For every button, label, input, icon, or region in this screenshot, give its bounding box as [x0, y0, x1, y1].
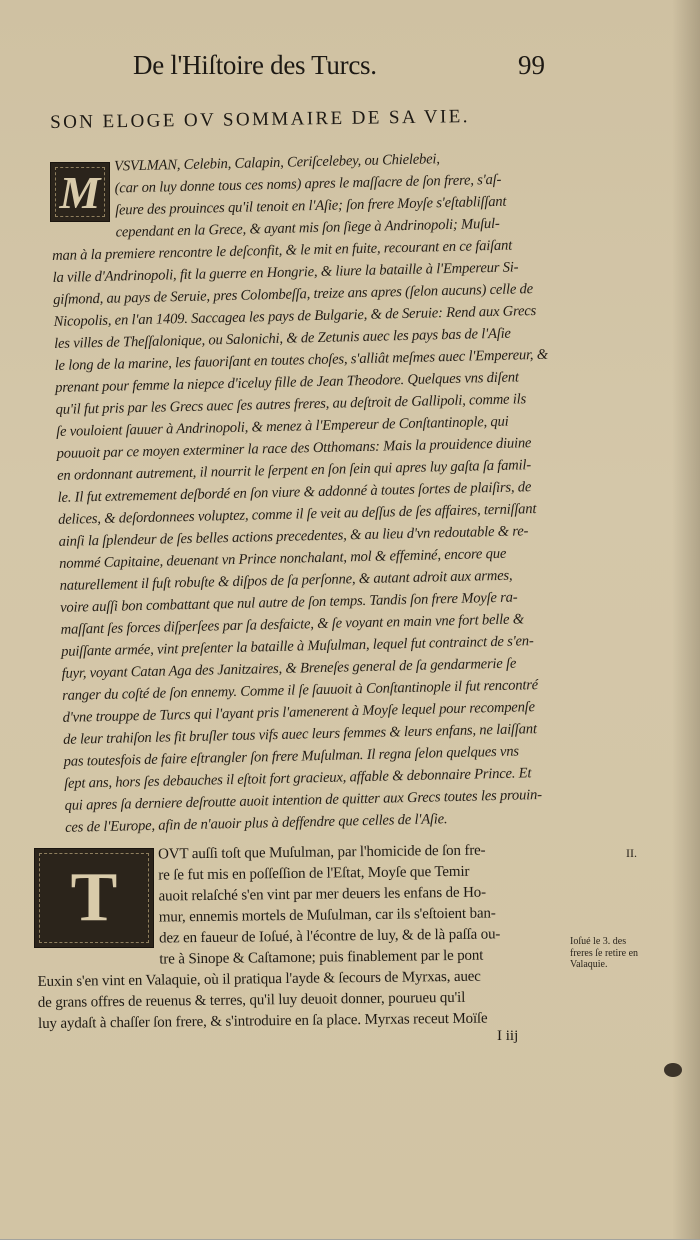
- text-line: auoit relaſché s'en vint par mer deuers les enfans de Ho-: [158, 884, 487, 905]
- text-line: pouuoit par ce moyen exterminer la race des Otthomans: Mais la prouidence diuine: [56, 435, 532, 462]
- text-line: ſeure des prouinces qu'il tenoit en l'Aſie; ſon frere Moyſe s'eſtabliſſant: [114, 193, 507, 219]
- text-line: luy aydaſt à chaſſer ſon frere, & s'introduire en ſa place. Myrxas receut Moïſe: [38, 1010, 488, 1033]
- text-line: le. Il fut extremement deſbordé en ſon viure & addonné à toutes ſortes de plaiſirs, de: [57, 479, 532, 506]
- ink-spot: [664, 1063, 682, 1077]
- text-line: de grans offres de reuenus & terres, qu'il luy deuoit donner, pourueu qu'il: [37, 989, 466, 1012]
- text-line: tre à Sinope & Caſtamone; puis finablement par le pont: [159, 947, 484, 968]
- text-line: Euxin s'en vint en Valaquie, où il pratiqua l'ayde & ſecours de Myrxas, auec: [37, 968, 481, 991]
- text-line: cependant en la Grece, & ayant mis ſon ſiege à Andrinopoli; Muſul-: [115, 215, 500, 241]
- text-line: naturellement il fuſt robuſte & diſpos de ſa perſonne, & autant adroit aux armes,: [59, 567, 513, 594]
- margin-section-number: II.: [626, 846, 637, 860]
- text-line: (car on luy donne tous ces noms) apres le maſſacre de ſon frere, s'aſ-: [114, 171, 502, 197]
- drop-cap-letter: T: [70, 859, 118, 936]
- text-line: prenant pour femme la niepce d'iceluy fille de Jean Theodore. Quelques vns diſent: [54, 369, 519, 396]
- text-line: maſſant ſes forces diſperſees par ſa desfaicte, & ſe voyant en main vne fort belle &: [60, 611, 525, 638]
- text-line: giſmond, au pays de Seruie, pres Colombeſſa, treize ans apres (ſelon aucuns) celle de: [52, 281, 534, 308]
- text-line: Nicopolis, en l'an 1409. Saccagea les pays de Bulgarie, & de Seruie: Rend aux Grecs: [53, 303, 537, 330]
- text-line: OVT auſſi toſt que Muſulman, par l'homicide de ſon fre-: [157, 842, 486, 863]
- text-line: le long de la marine, les fauoriſant en toutes choſes, s'alliât meſmes auec l'Empereur, &: [54, 346, 549, 374]
- drop-cap-letter: M: [59, 166, 101, 218]
- text-line: pas toutesfois de faire eſtrangler ſon frere Muſulman. Il regna ſelon quelques vns: [63, 743, 520, 770]
- section-heading: SON ELOGE OV SOMMAIRE DE SA VIE.: [50, 106, 470, 133]
- text-line: dez en faueur de Ioſué, à l'écontre de luy, & de là paſſa ou-: [158, 926, 501, 947]
- text-line: puiſſante armée, vint preſenter la bataille à Muſulman, lequel fut contrainct de s'en-: [60, 633, 534, 660]
- text-line: en ordonnant autrement, il nourrit le ſerpent en ſon ſein qui apres luy gaſta ſa famil-: [56, 457, 532, 484]
- margin-note: Ioſué le 3. des freres ſe retire en Valaquie.: [570, 936, 639, 970]
- text-line: delices, & deſordonnees voluptez, comme il ſe veit au deſſus de ſes affaires, terniſſant: [57, 501, 537, 528]
- text-line: d'vne trouppe de Turcs qui l'ayant pris l'amenerent à Moyſe lequel pour recompenſe: [62, 699, 536, 726]
- text-line: de leur trahiſon les fit bruſler tous vifs auec leurs femmes & leurs enfans, ne laiſſant: [62, 721, 537, 748]
- text-line: nommé Capitaine, deuenant vn Prince nonchalant, mol & effeminé, encore que: [58, 545, 507, 572]
- page-number: 99: [518, 50, 545, 80]
- signature-mark: I iij: [497, 1028, 519, 1044]
- text-line: re ſe fut mis en poſſeſſion de l'Eſtat, Moyſe que Temir: [158, 863, 470, 884]
- text-line: VSVLMAN, Celebin, Calapin, Ceriſcelebey, ou Chielebei,: [113, 151, 440, 175]
- text-line: mur, ennemis mortels de Muſulman, car ils s'eſtoient ban-: [158, 905, 496, 926]
- text-line: les villes de Theſſalonique, ou Salonichi, & de Zetunis auec les pays bas de l'Aſie: [53, 325, 511, 352]
- text-line: ſept ans, hors ſes debauches il eſtoit fort gracieux, affable & debonnaire Prince. Et: [63, 765, 532, 792]
- text-line: voire auſſi bon combattant que nul autre de ſon temps. Tandis ſon frere Moyſe ra-: [59, 589, 518, 616]
- text-line: ſe vouloient ſauuer à Andrinopoli, & menez à l'Empereur de Conſtantinople, qui: [55, 413, 509, 440]
- text-line: qui apres ſa derniere deſroutte auoit intention de quitter aux Grecs toutes les prouin-: [64, 787, 542, 814]
- text-line: ces de l'Europe, afin de n'auoir plus à deffendre que celles de l'Aſie.: [64, 811, 448, 836]
- text-line: man à la premiere rencontre le deſconfit, & le mit en fuite, recourant en ce faiſant: [51, 237, 513, 264]
- text-line: ainſi la ſplendeur de ſes belles actions precedentes, & au lieu d'vn redoutable & re-: [58, 523, 529, 550]
- running-title: De l'Hiſtoire des Turcs.: [133, 50, 377, 80]
- text-line: ranger du coſté de ſon ennemy. Comme il ſe ſauuoit à Conſtantinople il fut rencontré: [61, 677, 539, 704]
- text-line: la ville d'Andrinopoli, fit la guerre en Hongrie, & liure la bataille à l'Empereur Si-: [52, 259, 519, 286]
- text-line: fuyr, voyant Catan Aga des Janitzaires, & Breneſes general de ſa gendarmerie ſe: [61, 655, 517, 682]
- text-line: qu'il fut pris par les Grecs auec ſes autres freres, au deſtroit de Gallipoli, comme ils: [55, 391, 527, 418]
